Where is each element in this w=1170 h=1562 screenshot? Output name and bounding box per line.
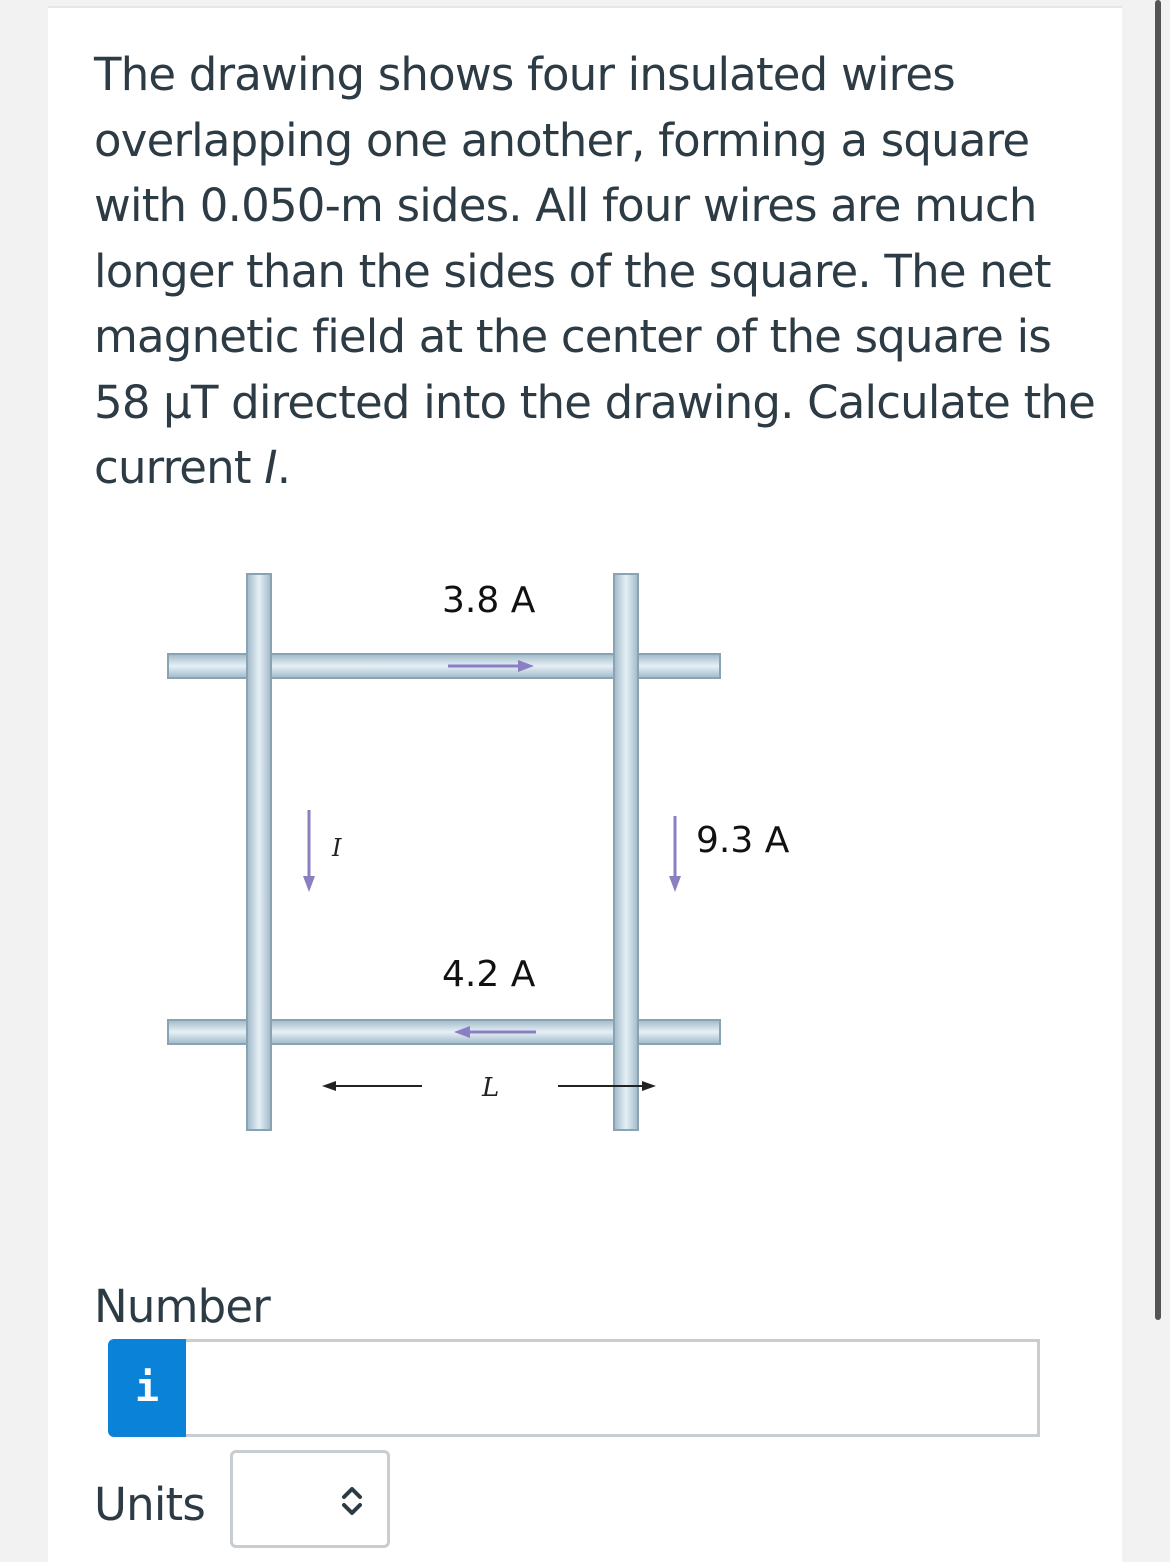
left-wire [247,574,271,1130]
left-current-arrow [303,810,315,892]
top-current-label: 3.8 A [442,580,536,621]
number-input[interactable] [186,1339,1040,1437]
question-text-end: . [276,441,291,494]
current-variable: I [264,441,277,494]
left-current-label: I [332,834,342,862]
right-current-arrow [669,816,681,892]
bottom-current-label: 4.2 A [442,954,536,995]
right-wire [614,574,638,1130]
wire-diagram [158,548,858,1188]
units-label: Units [94,1478,206,1531]
scrollbar[interactable] [1155,0,1161,1320]
side-length-label: L [482,1073,500,1103]
units-select[interactable] [230,1450,390,1548]
question-text-body: The drawing shows four insulated wires overlapping one another, forming a square with 0.050-m sides. All four wires are much longer than the sides of the square. The net magnetic field at the center of the square is 58 μT directed into the drawing. Calculate the current [94,48,1096,494]
wire-square-figure [158,548,858,1188]
info-button[interactable] [108,1339,186,1437]
number-label: Number [94,1280,270,1333]
info-icon: i [134,1365,160,1411]
updown-chevron-icon [335,1481,369,1521]
right-current-label: 9.3 A [696,820,790,861]
question-text [94,42,1104,501]
question-card [48,6,1122,1562]
